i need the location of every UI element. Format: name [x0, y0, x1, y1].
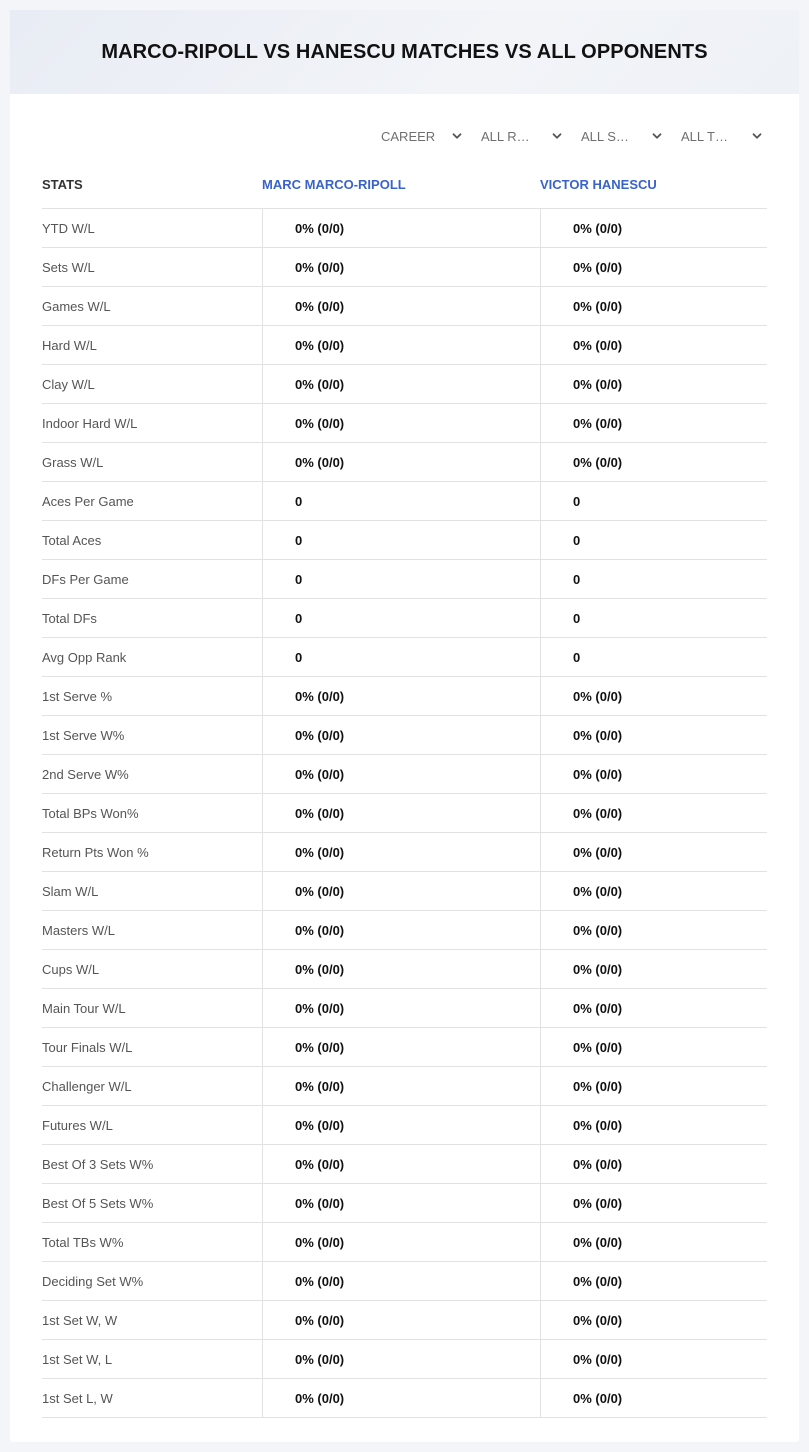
stat-label: Total BPs Won% [42, 805, 139, 821]
player2-stat-value: 0 [540, 560, 767, 598]
stat-label: Indoor Hard W/L [42, 415, 138, 431]
chevron-down-icon [751, 130, 763, 142]
table-header [42, 160, 767, 209]
player1-stat-value: 0% (0/0) [262, 365, 540, 403]
stat-label: Games W/L [42, 298, 111, 314]
table-row [42, 287, 767, 326]
filter-tournament-value: ALL T… [681, 128, 728, 144]
player2-stat-value: 0 [540, 638, 767, 676]
filter-period-value: CAREER [381, 128, 436, 144]
stat-label: Deciding Set W% [42, 1273, 144, 1289]
table-body [42, 209, 767, 1418]
stat-label: Masters W/L [42, 922, 115, 938]
player2-stat-value: 0% (0/0) [540, 950, 767, 988]
column-header-player1[interactable]: MARC MARCO-RIPOLL [262, 176, 406, 192]
table-row [42, 599, 767, 638]
table-row [42, 950, 767, 989]
player1-stat-value: 0% (0/0) [262, 404, 540, 442]
table-row [42, 1145, 767, 1184]
player1-stat-value: 0% (0/0) [262, 1340, 540, 1378]
stat-label: Futures W/L [42, 1117, 113, 1133]
stats-table [42, 160, 767, 1418]
player2-stat-value: 0 [540, 482, 767, 520]
player2-stat-value: 0% (0/0) [540, 1184, 767, 1222]
stat-label: 2nd Serve W% [42, 766, 129, 782]
table-row [42, 521, 767, 560]
player2-stat-value: 0% (0/0) [540, 872, 767, 910]
player1-stat-value: 0 [262, 482, 540, 520]
stat-label: 1st Serve W% [42, 727, 125, 743]
player1-stat-value: 0 [262, 638, 540, 676]
stat-label: Main Tour W/L [42, 1000, 126, 1016]
player2-stat-value: 0% (0/0) [540, 1262, 767, 1300]
player1-stat-value: 0% (0/0) [262, 1106, 540, 1144]
player2-stat-value: 0% (0/0) [540, 794, 767, 832]
player1-stat-value: 0% (0/0) [262, 1223, 540, 1261]
table-row [42, 1301, 767, 1340]
player2-stat-value: 0% (0/0) [540, 1028, 767, 1066]
stat-label: Tour Finals W/L [42, 1039, 133, 1055]
table-row [42, 1379, 767, 1418]
stat-label: 1st Set L, W [42, 1390, 113, 1406]
player2-stat-value: 0% (0/0) [540, 1145, 767, 1183]
stat-label: Aces Per Game [42, 493, 134, 509]
table-row [42, 755, 767, 794]
stat-label: Clay W/L [42, 376, 95, 392]
stat-label: Sets W/L [42, 259, 95, 275]
stat-label: Total Aces [42, 532, 102, 548]
stat-label: Grass W/L [42, 454, 104, 470]
table-row [42, 677, 767, 716]
stat-label: Avg Opp Rank [42, 649, 127, 665]
column-header-player2[interactable]: VICTOR HANESCU [540, 176, 657, 192]
player1-stat-value: 0% (0/0) [262, 1262, 540, 1300]
stat-label: Best Of 5 Sets W% [42, 1195, 154, 1211]
stat-label: 1st Serve % [42, 688, 113, 704]
chevron-down-icon [651, 130, 663, 142]
player1-stat-value: 0% (0/0) [262, 1067, 540, 1105]
stat-label: YTD W/L [42, 220, 95, 236]
table-row [42, 1223, 767, 1262]
table-row [42, 911, 767, 950]
stat-label: Best Of 3 Sets W% [42, 1156, 154, 1172]
player1-stat-value: 0% (0/0) [262, 1145, 540, 1183]
player2-stat-value: 0% (0/0) [540, 404, 767, 442]
table-row [42, 833, 767, 872]
filter-surface-value: ALL S… [581, 128, 629, 144]
player1-stat-value: 0% (0/0) [262, 1301, 540, 1339]
player1-stat-value: 0% (0/0) [262, 950, 540, 988]
table-row [42, 209, 767, 248]
player2-stat-value: 0% (0/0) [540, 1223, 767, 1261]
filter-surface-select[interactable] [567, 124, 667, 148]
stat-label: Slam W/L [42, 883, 99, 899]
filter-tournament-select[interactable] [667, 124, 767, 148]
table-row [42, 872, 767, 911]
player2-stat-value: 0% (0/0) [540, 1106, 767, 1144]
filter-period-select[interactable] [367, 124, 467, 148]
stat-label: Total TBs W% [42, 1234, 124, 1250]
table-row [42, 989, 767, 1028]
column-header-stats: STATS [42, 176, 83, 192]
table-row [42, 1262, 767, 1301]
player2-stat-value: 0% (0/0) [540, 833, 767, 871]
player1-stat-value: 0% (0/0) [262, 1184, 540, 1222]
chevron-down-icon [551, 130, 563, 142]
table-row [42, 1028, 767, 1067]
player2-stat-value: 0% (0/0) [540, 989, 767, 1027]
table-row [42, 1184, 767, 1223]
table-row [42, 1106, 767, 1145]
player2-stat-value: 0% (0/0) [540, 365, 767, 403]
table-row [42, 638, 767, 677]
player2-stat-value: 0 [540, 521, 767, 559]
player2-stat-value: 0% (0/0) [540, 1340, 767, 1378]
player2-stat-value: 0% (0/0) [540, 755, 767, 793]
chevron-down-icon [451, 130, 463, 142]
player1-stat-value: 0% (0/0) [262, 1028, 540, 1066]
player1-stat-value: 0% (0/0) [262, 755, 540, 793]
stat-label: Cups W/L [42, 961, 100, 977]
player1-stat-value: 0% (0/0) [262, 872, 540, 910]
player1-stat-value: 0 [262, 560, 540, 598]
player1-stat-value: 0% (0/0) [262, 833, 540, 871]
filter-round-select[interactable] [467, 124, 567, 148]
player1-stat-value: 0% (0/0) [262, 443, 540, 481]
player1-stat-value: 0% (0/0) [262, 911, 540, 949]
player1-stat-value: 0% (0/0) [262, 989, 540, 1027]
table-row [42, 404, 767, 443]
stat-label: Hard W/L [42, 337, 97, 353]
player1-stat-value: 0% (0/0) [262, 794, 540, 832]
player2-stat-value: 0 [540, 599, 767, 637]
player2-stat-value: 0% (0/0) [540, 209, 767, 247]
stat-label: Challenger W/L [42, 1078, 132, 1094]
table-row [42, 482, 767, 521]
filter-bar [367, 124, 767, 148]
table-row [42, 716, 767, 755]
stat-label: Total DFs [42, 610, 97, 626]
table-row [42, 326, 767, 365]
stat-label: DFs Per Game [42, 571, 129, 587]
player1-stat-value: 0 [262, 599, 540, 637]
player2-stat-value: 0% (0/0) [540, 911, 767, 949]
player2-stat-value: 0% (0/0) [540, 1067, 767, 1105]
player1-stat-value: 0% (0/0) [262, 1379, 540, 1417]
player1-stat-value: 0% (0/0) [262, 326, 540, 364]
player1-stat-value: 0% (0/0) [262, 677, 540, 715]
stat-label: 1st Set W, W [42, 1312, 118, 1328]
card-header [10, 10, 799, 94]
player2-stat-value: 0% (0/0) [540, 287, 767, 325]
table-row [42, 365, 767, 404]
player1-stat-value: 0 [262, 521, 540, 559]
player1-stat-value: 0% (0/0) [262, 716, 540, 754]
player2-stat-value: 0% (0/0) [540, 443, 767, 481]
table-row [42, 794, 767, 833]
player1-stat-value: 0% (0/0) [262, 287, 540, 325]
table-row [42, 443, 767, 482]
stat-label: Return Pts Won % [42, 844, 149, 860]
page-title: MARCO-RIPOLL VS HANESCU MATCHES VS ALL OPPONENTS [101, 40, 708, 63]
stats-card [10, 10, 799, 1442]
player1-stat-value: 0% (0/0) [262, 248, 540, 286]
filter-round-value: ALL R… [481, 128, 530, 144]
player2-stat-value: 0% (0/0) [540, 248, 767, 286]
player2-stat-value: 0% (0/0) [540, 1301, 767, 1339]
table-row [42, 1340, 767, 1379]
table-row [42, 1067, 767, 1106]
player2-stat-value: 0% (0/0) [540, 1379, 767, 1417]
table-row [42, 560, 767, 599]
player2-stat-value: 0% (0/0) [540, 677, 767, 715]
player2-stat-value: 0% (0/0) [540, 326, 767, 364]
player1-stat-value: 0% (0/0) [262, 209, 540, 247]
player2-stat-value: 0% (0/0) [540, 716, 767, 754]
table-row [42, 248, 767, 287]
stat-label: 1st Set W, L [42, 1351, 113, 1367]
